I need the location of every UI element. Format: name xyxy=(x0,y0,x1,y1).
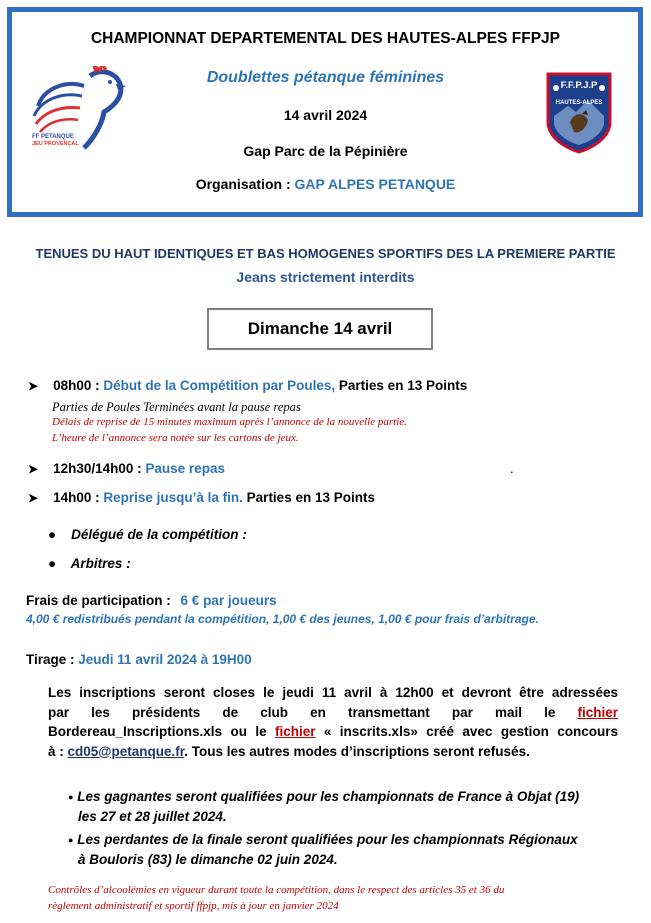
qualif-winners: ● Les gagnantes seront qualifiées pour les championnats de France à Objat (19) les 27 et 28 juillet 2024. xyxy=(68,789,580,824)
competition-place: Gap Parc de la Pépinière xyxy=(243,143,408,159)
dot-bullet-icon: ● xyxy=(68,834,74,845)
schedule-time: 08h00 : xyxy=(53,378,100,393)
draw-value: Jeudi 11 avril 2024 à 19H00 xyxy=(78,652,252,667)
dress-code-line1: TENUES DU HAUT IDENTIQUES ET BAS HOMOGENES SPORTIFS DES LA PREMIERE PARTIE xyxy=(35,246,616,261)
page-title: CHAMPIONNAT DEPARTEMENTAL DES HAUTES-ALPES FFPJP xyxy=(90,30,561,47)
email-link[interactable]: cd05@petanque.fr xyxy=(67,743,185,759)
registration-paragraph xyxy=(48,683,618,761)
arrow-bullet-icon: ➤ xyxy=(28,491,39,505)
file-link-2[interactable]: fichier xyxy=(274,724,316,739)
schedule-label: Pause repas xyxy=(145,461,225,476)
left-logo-text2: JEU PROVENCAL xyxy=(32,141,79,147)
fees-detail: 4,00 € redistribués pendant la compétition, 1,00 € des jeunes, 1,00 € pour frais d’arbitrage. xyxy=(26,612,539,626)
official-delegate: ● Délégué de la compétition : xyxy=(48,527,247,542)
organisation-value: GAP ALPES PETANQUE xyxy=(294,176,456,192)
schedule-item-2 xyxy=(28,490,375,505)
organisation-line xyxy=(0,176,651,192)
arrow-bullet-icon: ➤ xyxy=(28,379,39,393)
schedule-item-0 xyxy=(28,378,467,393)
registration-line-4: à : cd05@petanque.fr. Tous les autres modes d’inscriptions seront refusés. xyxy=(48,743,530,759)
right-logo-text2: HAUTES-ALPES xyxy=(555,100,603,106)
schedule-label: Reprise jusqu’à la fin. xyxy=(103,490,243,505)
stray-dot: . xyxy=(510,461,514,476)
dot-bullet-icon: ● xyxy=(48,527,57,542)
competition-date: 14 avril 2024 xyxy=(283,107,368,123)
dress-code-line2: Jeans strictement interdits xyxy=(236,269,415,285)
dot-bullet-icon: ● xyxy=(68,791,74,802)
organisation-label: Organisation : xyxy=(195,176,291,192)
schedule-label: Début de la Compétition par Poules, xyxy=(103,378,336,393)
draw-label: Tirage : xyxy=(26,652,75,667)
registration-line-1: Les inscriptions seront closes le jeudi 11 avril à 12h00 et devront être adressées xyxy=(48,685,618,700)
registration-line-2: par les présidents de club en transmettant par mail le fichier xyxy=(48,704,618,720)
competition-subtitle: Doublettes pétanque féminines xyxy=(206,69,445,86)
draw-line xyxy=(26,652,252,667)
arrow-bullet-icon: ➤ xyxy=(28,462,39,476)
schedule-time: 14h00 : xyxy=(53,490,100,505)
qualif-losers: ● Les perdantes de la finale seront qualifiées pour les championnats Régionaux à Bouloris (83) le dimanche 02 juin 2024. xyxy=(68,832,578,867)
fees-label: Frais de participation : xyxy=(26,593,171,608)
left-logo-text1: FF PETANQUE xyxy=(32,134,74,140)
fees-line xyxy=(26,593,277,608)
day-box: Dimanche 14 avril xyxy=(207,308,433,350)
footer-line-2: règlement administratif et sportif ffpjp, mis à jour en janvier 2024 xyxy=(48,900,339,912)
footer-line-1: Contrôles d’alcoolémies en vigueur durant toute la compétition, dans le respect des articles 35 et 36 du xyxy=(48,884,505,896)
schedule-item-1 xyxy=(28,461,225,476)
note-red-1: Délais de reprise de 15 minutes maximum après l’annonce de la nouvelle partie. xyxy=(52,416,407,428)
fees-value: 6 € par joueurs xyxy=(180,593,277,608)
schedule-time: 12h30/14h00 : xyxy=(53,461,142,476)
schedule-extra: Parties en 13 Points xyxy=(335,378,468,393)
schedule-extra: Parties en 13 Points xyxy=(242,490,375,505)
registration-line-3: Bordereau_Inscriptions.xls ou le fichier « inscrits.xls» créé avec gestion concours xyxy=(48,724,618,739)
file-link-1[interactable]: fichier xyxy=(577,704,618,720)
dot-bullet-icon: ● xyxy=(48,556,57,571)
note-black: Parties de Poules Terminées avant la pause repas xyxy=(52,400,301,414)
right-logo-text1: F.F.P.J.P xyxy=(560,80,598,91)
official-referees: ● Arbitres : xyxy=(48,556,131,571)
note-red-2: L’heure de l’annonce sera notée sur les cartons de jeux. xyxy=(52,432,299,444)
